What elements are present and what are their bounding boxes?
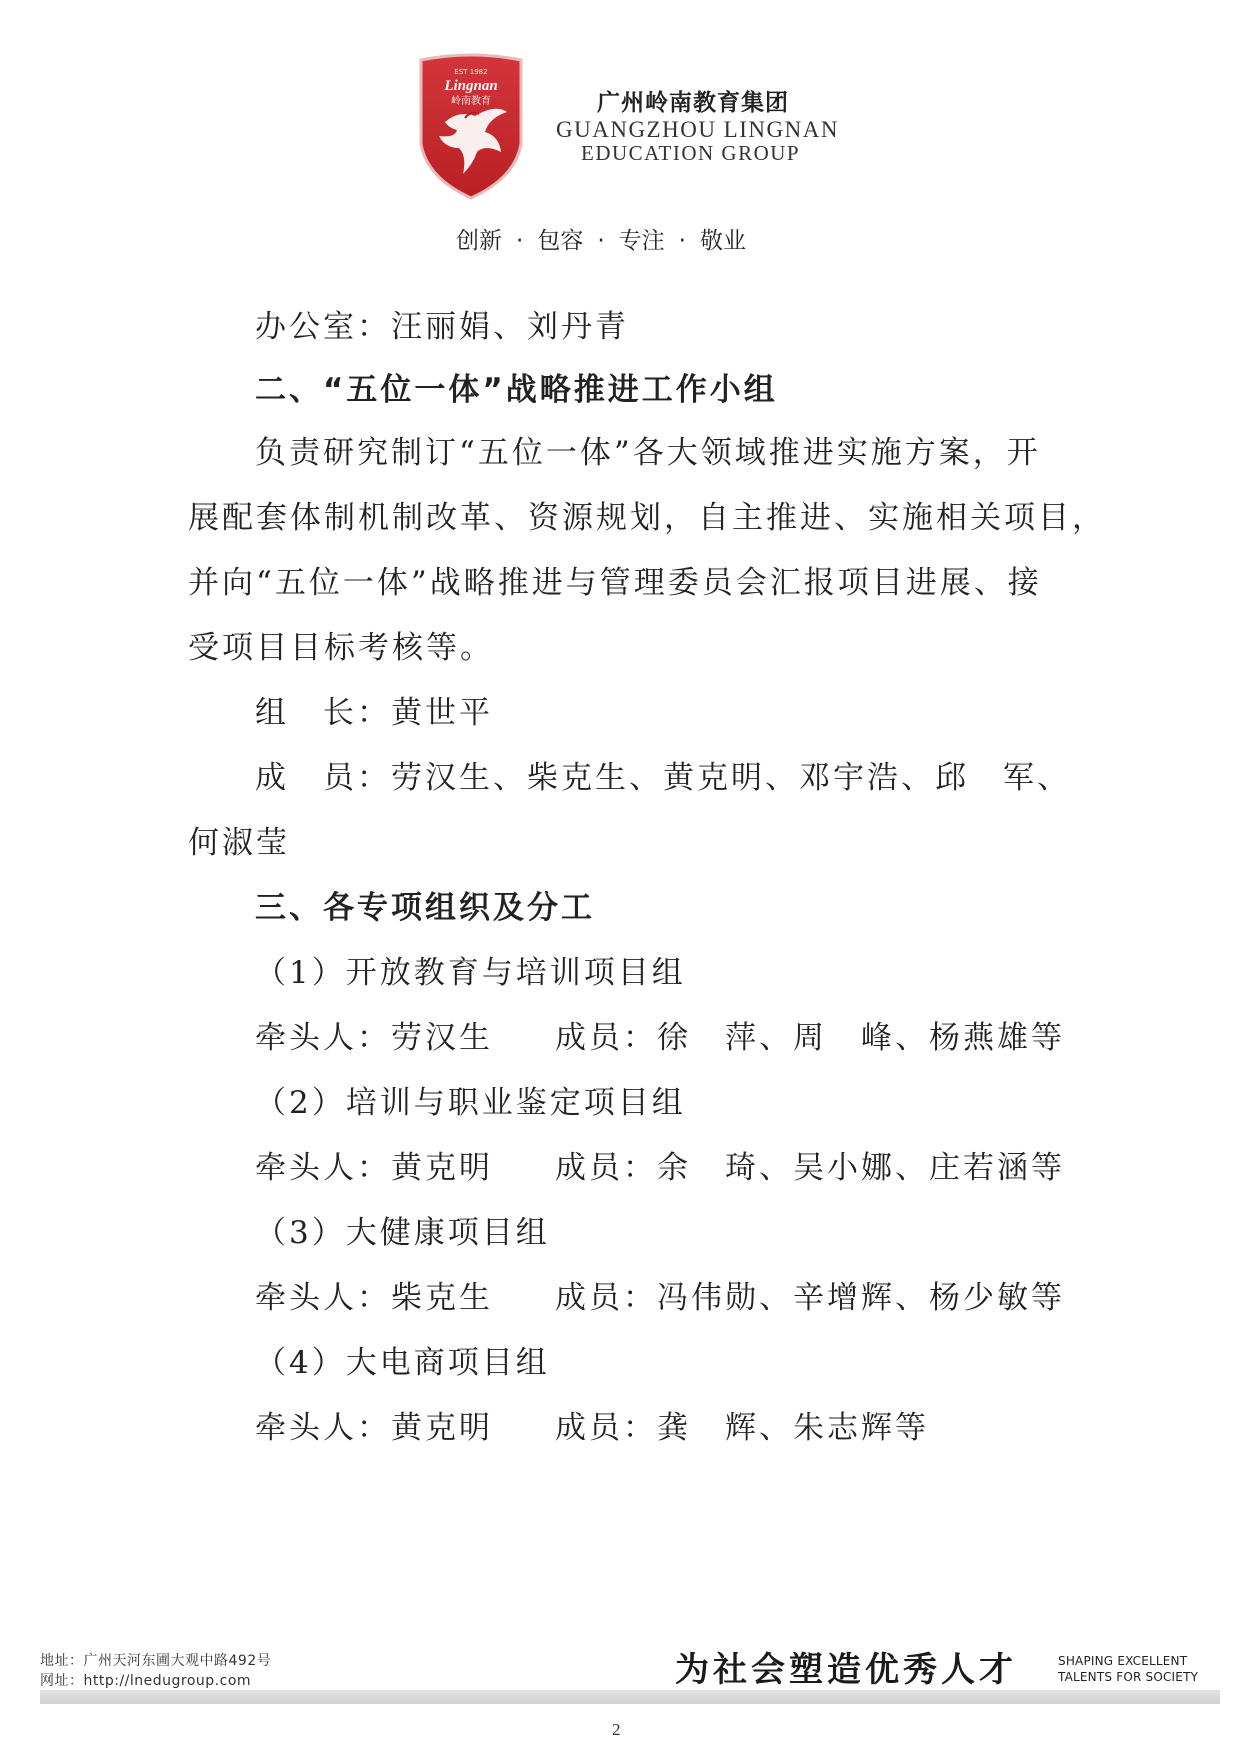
section2-para-line: 负责研究制订“五位一体”各大领域推进实施方案，开	[255, 435, 1041, 471]
group-title: （1）开放教育与培训项目组	[255, 955, 686, 991]
motto-word: 创新	[456, 228, 502, 254]
motto-word: 包容	[537, 228, 584, 254]
section2-title: 二、“五位一体”战略推进工作小组	[255, 372, 778, 408]
leader-name: 黄世平	[391, 695, 493, 731]
group-lead: 牵头人：黄克明	[255, 1150, 493, 1186]
members-label: 成 员：	[255, 760, 391, 796]
members-names: 劳汉生、柴克生、黄克明、邓宇浩、邱 军、	[391, 760, 1071, 796]
group-members: 成员：龚 辉、朱志辉等	[555, 1410, 929, 1446]
motto-separator: ·	[516, 228, 524, 254]
group-title: （3）大健康项目组	[255, 1215, 550, 1251]
members-line	[255, 752, 1071, 797]
footer-divider-bar	[40, 1690, 1220, 1704]
org-name-en-line1: GUANGZHOU LINGNAN	[556, 117, 839, 142]
group-staff-line	[255, 1402, 929, 1447]
group-title: （2）培训与职业鉴定项目组	[255, 1085, 686, 1121]
page-number: 2	[612, 1720, 621, 1739]
lingnan-phoenix-logo	[415, 52, 527, 200]
footer-website: 网址：http://lnedugroup.com	[40, 1673, 252, 1689]
leader-label: 组 长：	[255, 695, 391, 731]
group-lead: 牵头人：柴克生	[255, 1280, 493, 1316]
org-name-en-line2: EDUCATION GROUP	[581, 141, 801, 165]
section3-title: 三、各专项组织及分工	[255, 890, 595, 926]
members-line-cont: 何淑莹	[188, 825, 290, 861]
org-name-cn: 广州岭南教育集团	[597, 90, 789, 116]
footer-slogan-en-line1: SHAPING EXCELLENT	[1058, 1654, 1188, 1668]
group-members: 成员：冯伟勋、辛增辉、杨少敏等	[555, 1280, 1065, 1316]
section2-para-line: 并向“五位一体”战略推进与管理委员会汇报项目进展、接	[188, 565, 1042, 601]
group-members: 成员：余 琦、吴小娜、庄若涵等	[555, 1150, 1065, 1186]
office-line: 办公室：汪丽娟、刘丹青	[255, 309, 629, 345]
footer-slogan-en-line2: TALENTS FOR SOCIETY	[1058, 1670, 1199, 1684]
letterhead	[0, 0, 1240, 260]
group-staff-line	[255, 1272, 1065, 1317]
group-members: 成员：徐 萍、周 峰、杨燕雄等	[555, 1020, 1065, 1056]
section2-para-line: 展配套体制机制改革、资源规划，自主推进、实施相关项目，	[188, 500, 1106, 536]
motto-separator: ·	[678, 228, 686, 254]
motto-word: 专注	[618, 228, 665, 254]
group-lead: 牵头人：黄克明	[255, 1410, 493, 1446]
section2-para-line: 受项目目标考核等。	[188, 630, 494, 666]
motto-word: 敬业	[699, 228, 746, 254]
footer-slogan-cn: 为社会塑造优秀人才	[675, 1650, 1017, 1690]
page-footer	[0, 1600, 1240, 1753]
leader-line	[255, 687, 493, 732]
group-title: （4）大电商项目组	[255, 1345, 550, 1381]
logo-en-text: Lingnan	[444, 78, 498, 94]
logo-cn-text: 岭南教育	[451, 96, 491, 107]
motto	[456, 222, 746, 255]
group-lead: 牵头人：劳汉生	[255, 1020, 493, 1056]
group-staff-line	[255, 1142, 1065, 1187]
motto-separator: ·	[597, 228, 605, 254]
group-staff-line	[255, 1012, 1065, 1057]
footer-address: 地址：广州天河东圃大观中路492号	[40, 1653, 272, 1669]
logo-est-text: EST 1982	[454, 68, 488, 76]
